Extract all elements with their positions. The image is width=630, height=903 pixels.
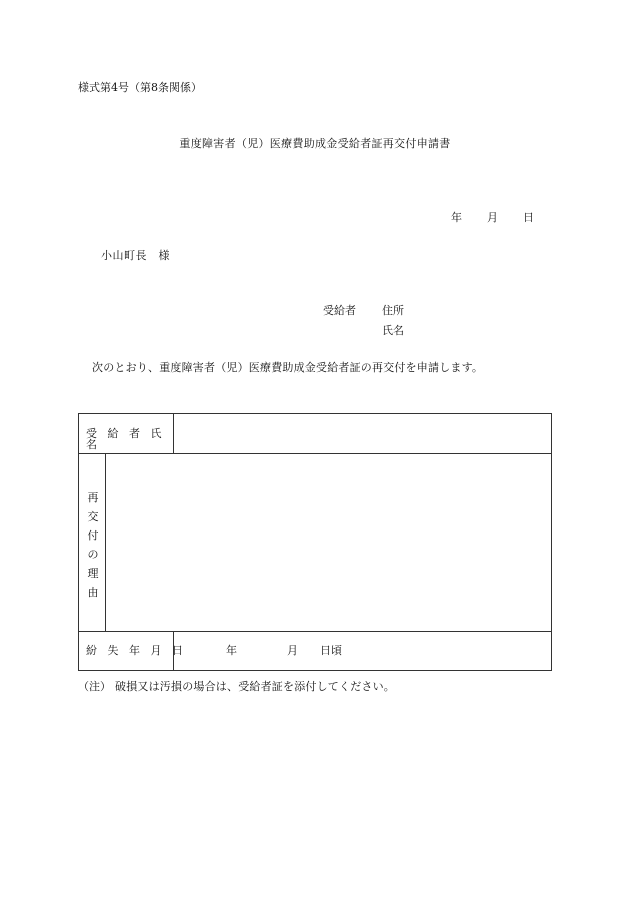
note-text: 破損又は汚損の場合は、受給者証を添付してください。 — [115, 680, 395, 693]
lost-year-label: 年 — [226, 644, 237, 657]
form-number: 様式第4号（第8条関係） — [78, 81, 202, 94]
date-day-label: 日 — [523, 211, 534, 224]
date-year-label: 年 — [451, 211, 462, 224]
addressee: 小山町長 様 — [101, 249, 170, 262]
recipient-label: 受給者 — [323, 304, 356, 317]
lost-month-label: 月 — [287, 644, 298, 657]
reason-label-char: 理 — [87, 567, 99, 580]
note-prefix: （注） — [78, 680, 111, 693]
date-month-label: 月 — [487, 211, 498, 224]
reason-label-char: の — [87, 548, 99, 561]
reason-column-divider — [105, 453, 106, 631]
reason-label-char: 再 — [87, 491, 99, 504]
document-title: 重度障害者（児）医療費助成金受給者証再交付申請書 — [179, 137, 451, 150]
table-divider-2 — [79, 631, 551, 632]
recipient-name-label: 受 給 者 氏 名 — [86, 427, 165, 451]
table-divider-1 — [79, 453, 551, 454]
reason-label-char: 付 — [87, 529, 99, 542]
name-column-divider — [173, 414, 174, 453]
recipient-name-field[interactable] — [175, 415, 550, 452]
name-label: 氏名 — [382, 324, 404, 337]
reissue-reason-label — [86, 492, 100, 599]
reason-label-char: 交 — [87, 510, 99, 523]
reason-label-char: 由 — [87, 586, 99, 599]
application-statement: 次のとおり、重度障害者（児）医療費助成金受給者証の再交付を申請します。 — [92, 361, 484, 374]
address-label: 住所 — [382, 304, 404, 317]
reissue-reason-field[interactable] — [107, 455, 550, 630]
application-form-table — [78, 413, 552, 671]
lost-day-label: 日頃 — [320, 644, 342, 657]
lost-date-label: 紛 失 年 月 日 — [86, 644, 187, 657]
